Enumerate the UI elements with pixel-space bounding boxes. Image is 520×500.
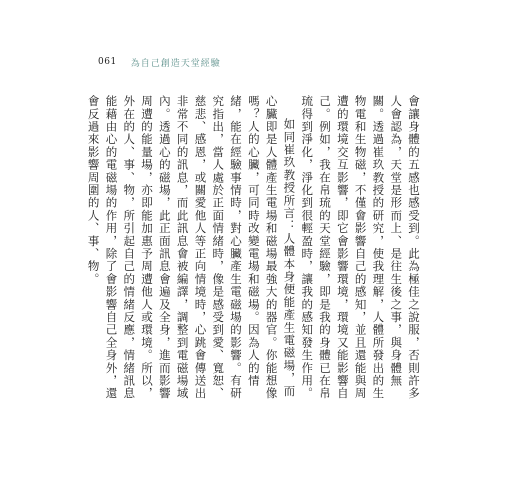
running-title: 為自己創造天堂經驗 bbox=[130, 58, 221, 69]
page-number: 061 bbox=[98, 57, 117, 67]
body-text bbox=[84, 95, 422, 410]
paragraph: 會讓身體的五感也感受到。此為極佳之說服，否則許多人會認為，天堂是形而上、是往生後之事，與身體無關。透過崔玖教授的研究，使我理解，人體所發出的生物電和生物磁，不僅會影響自己的感知，並且還能與周遭的環境交互影響，即它會影響環境，環境又能影響自己。例如，我在帛琉的天堂經驗，即是我的身體已在帛琉得到淨化，淨化到很輕盈時，讓我的感知發生作用。 bbox=[300, 95, 421, 400]
page-header bbox=[98, 55, 221, 69]
paragraph: 如同崔玖教授所言：人體本身便能產生電磁場，而心臟即是人體產生電場和磁場最強大的器官。你能想像嗎？人的心臟，可同時改變電場和磁場。因為人的情緒，能在經驗事情時，對心臟產生電磁場的影響。有研究指出，當人處於正面情緒時，像是感受到愛、寬恕、慈悲、感恩，或關愛他人等正向情境時，心跳會傳送出非常不同的訊息，而此訊息會被編譯，調整到電磁場域內。透過心的磁場，此正面訊息會遍及全身，進而影響周遭的能量場，亦即能加惠予周遭他人或環境。所以，外在的人、事、物，所引起自己的情緒反應，情緒訊息能藉由心的電磁場的作用，除了會影響自己全身外，還會反過來影響周圍的人、事、物。 bbox=[86, 95, 297, 400]
